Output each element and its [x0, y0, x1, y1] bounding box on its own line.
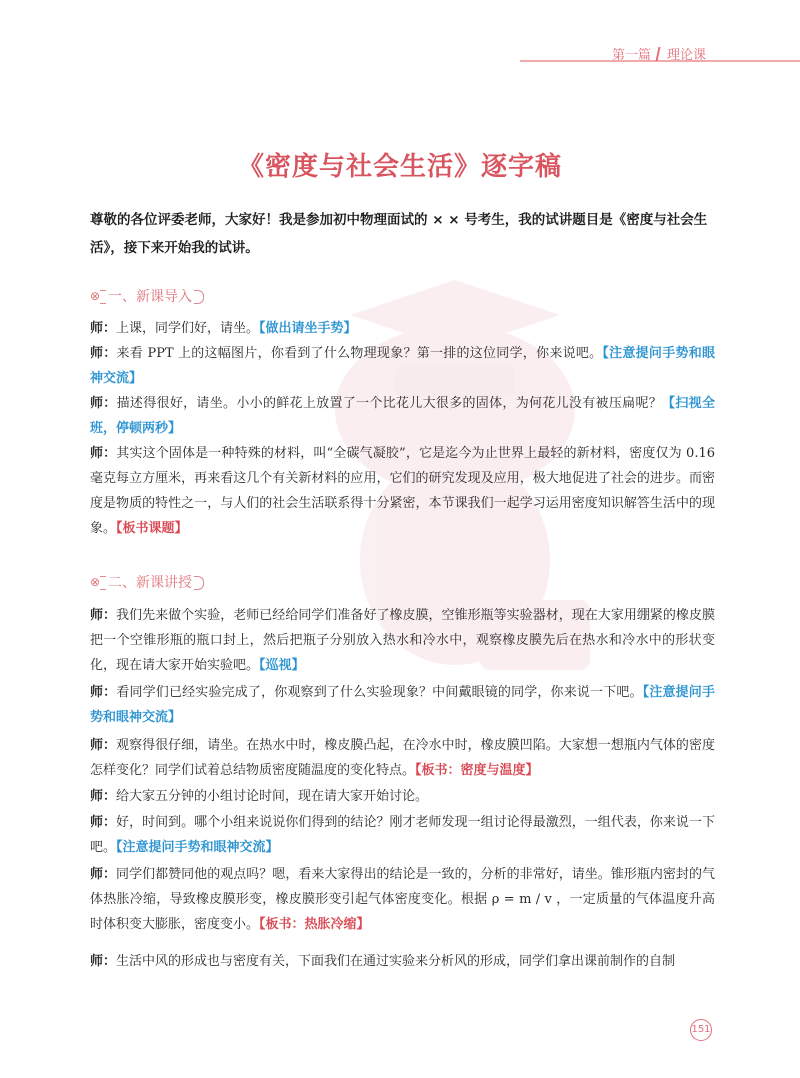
dialogue-text: 生活中风的形成也与密度有关，下面我们在通过实验来分析风的形成，同学们拿出课前制作的自制: [116, 954, 676, 969]
dialogue-text: 来看 PPT 上的这幅图片，你看到了什么物理现象？第一排的这位同学，你来说吧。: [116, 346, 603, 361]
page-number: 151: [690, 1019, 712, 1041]
switch-icon: ⊗: [90, 575, 101, 589]
speaker-label: 师：: [90, 867, 117, 882]
dialogue-text: 好，时间到。哪个小组来说说你们得到的结论？刚才老师发现一组讨论得最激烈，一组代表，你来说一下吧。: [90, 815, 715, 855]
page-title: 《密度与社会生活》逐字稿: [237, 152, 562, 182]
speaker-label: 师：: [90, 396, 117, 411]
teaching-note: 【做出请坐手势】: [259, 321, 357, 336]
speaker-label: 师：: [90, 789, 117, 804]
dialogue-line: [90, 810, 715, 860]
section-label: 二、新课讲授: [106, 572, 194, 592]
speaker-label: 师：: [90, 321, 117, 336]
dialogue-line: [90, 862, 715, 937]
dialogue-line: [90, 680, 715, 730]
chapter-tag: [612, 44, 706, 63]
speaker-label: 师：: [90, 815, 117, 830]
board-note: 【板书课题】: [116, 521, 188, 536]
section-heading-intro: [86, 280, 236, 310]
section-label: 一、新课导入: [106, 286, 194, 306]
dialogue-line: [90, 603, 715, 678]
dialogue-text: 观察得很仔细，请坐。在热水中时，橡皮膜凸起，在冷水中时，橡皮膜凹陷。大家想一想瓶内气体的密度怎样变化？同学们试着总结物质密度随温度的变化特点。: [90, 738, 715, 778]
chapter-part: 第一篇: [612, 48, 652, 63]
teaching-note: 【注意提问手势和眼神交流】: [116, 840, 279, 855]
dialogue-text: 同学们都赞同他的观点吗？嗯，看来大家得出的结论是一致的，分析的非常好，请坐。锥形瓶内密封的气体热胀冷缩，导致橡皮膜形变，橡皮膜形变引起气体密度变化。根据 ρ = m / v ，一定质量的气体温度升高时体积变大膨胀，密度变小。: [90, 867, 715, 932]
dialogue-line: [90, 441, 715, 541]
dialogue-line: [90, 949, 715, 974]
speaker-label: 师：: [90, 685, 117, 700]
dialogue-text: 给大家五分钟的小组讨论时间，现在请大家开始讨论。: [116, 789, 429, 804]
teaching-note: 【扫视全班，停顿两秒】: [90, 396, 715, 436]
intro-paragraph: 尊敬的各位评委老师，大家好！我是参加初中物理面试的 × × 号考生，我的试讲题目是《密度与社会生活》，接下来开始我的试讲。: [90, 212, 708, 256]
speaker-label: 师：: [90, 446, 117, 461]
speaker-label: 师：: [90, 346, 117, 361]
speaker-label: 师：: [90, 738, 117, 753]
dialogue-line: [90, 784, 715, 809]
board-note: 【板书：密度与温度】: [415, 763, 539, 778]
chapter-separator: [656, 47, 665, 61]
dialogue-text: 上课，同学们好，请坐。: [116, 321, 260, 336]
dialogue-text: 其实这个固体是一种特殊的材料，叫“全碳气凝胶”，它是迄今为止世界上最轻的新材料，密度仅为 0.16 毫克每立方厘米，再来看这几个有关新材料的应用，它们的研究发现及应用，极大地促进了社会的进步。而密度是物质的特性之一，与人们的社会生活联系得十分紧密，本节课我们一起学习运用密度知识解答生活中的现象。: [90, 446, 715, 536]
speaker-label: 师：: [90, 954, 117, 969]
chapter-course: 理论课: [667, 48, 707, 63]
dialogue-text: 看同学们已经实验完成了，你观察到了什么实验现象？中间戴眼镜的同学，你来说一下吧。: [116, 685, 643, 700]
dialogue-text: 我们先来做个实验，老师已经给同学们准备好了橡皮膜，空锥形瓶等实验器材，现在大家用绷紧的橡皮膜把一个空锥形瓶的瓶口封上，然后把瓶子分别放入热水和冷水中，观察橡皮膜先后在热水和冷水中的形状变化，现在请大家开始实验吧。: [90, 608, 715, 673]
teaching-note: 【巡视】: [259, 658, 305, 673]
speaker-label: 师：: [90, 608, 117, 623]
switch-icon: ⊗: [90, 289, 101, 303]
dialogue-line: [90, 391, 715, 441]
section-heading-lecture: [86, 566, 236, 596]
dialogue-line: [90, 733, 715, 783]
teaching-note: 【注意提问手势和眼神交流】: [90, 685, 715, 725]
board-note: 【板书：热胀冷缩】: [259, 917, 370, 932]
dialogue-text: 描述得很好，请坐。小小的鲜花上放置了一个比花儿大很多的固体，为何花儿没有被压扁呢？: [116, 396, 663, 411]
dialogue-line: [90, 316, 715, 341]
dialogue-line: [90, 341, 715, 391]
teaching-note: 【注意提问手势和眼神交流】: [90, 346, 715, 386]
